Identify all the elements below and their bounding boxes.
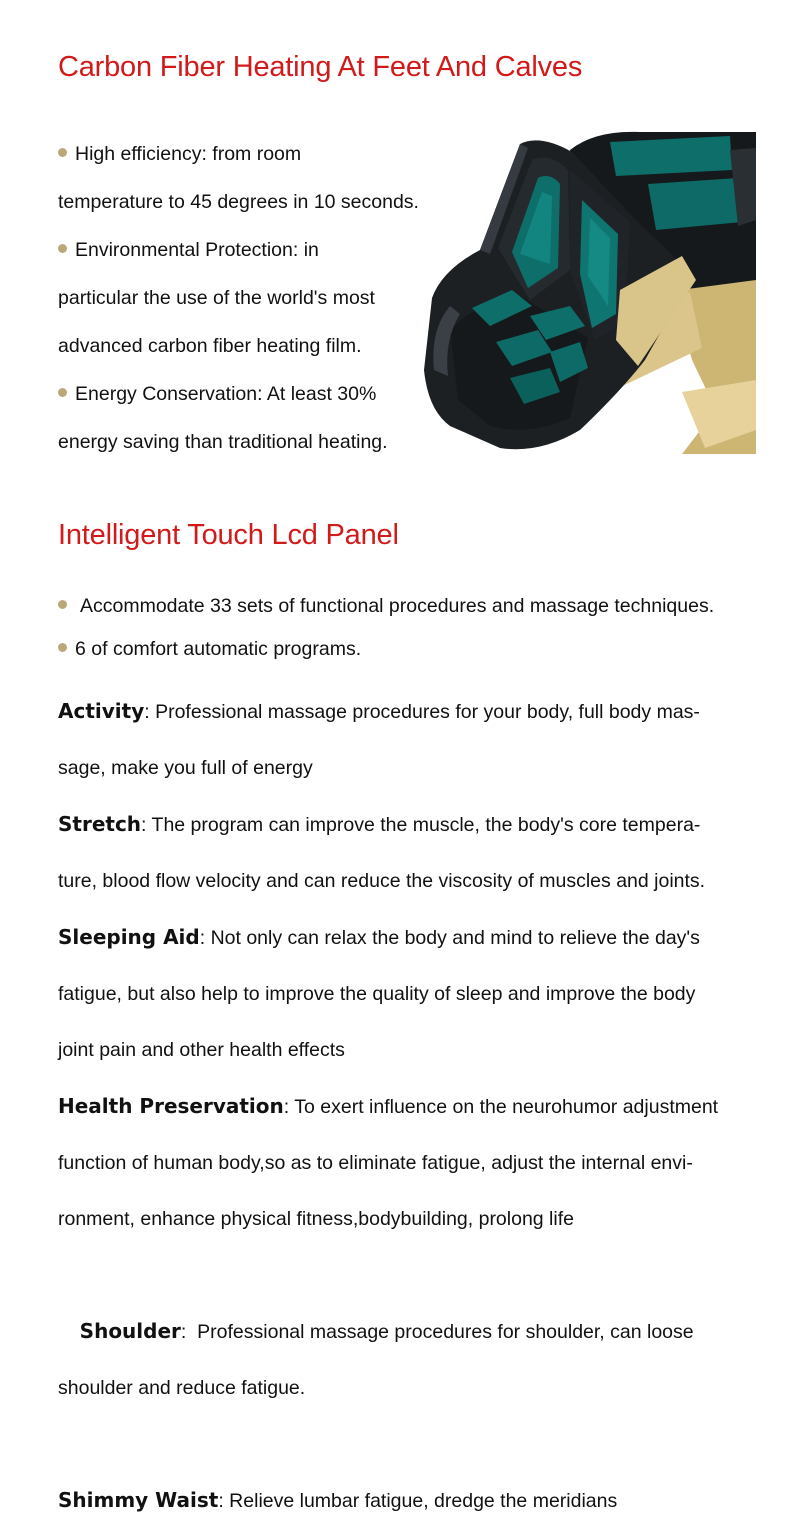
program-stretch: Stretch: The program can improve the muscle, the body's core tempera- ture, blood flow velocity and can reduce the viscosity of muscles and joints. <box>58 812 706 892</box>
feature-efficiency-cont: temperature to 45 degrees in 10 seconds. <box>58 191 419 213</box>
bullet-dot-icon <box>58 643 67 652</box>
program-name: Stretch <box>58 812 142 836</box>
bullet-dot-icon <box>58 244 67 253</box>
feature-environment-cont: particular the use of the world's most <box>58 287 375 309</box>
feature-environment: Environmental Protection: in <box>58 226 458 274</box>
bullet-dot-icon <box>58 148 67 157</box>
bullet-dot-icon <box>58 388 67 397</box>
program-name: Shoulder <box>79 1319 181 1343</box>
heating-section-title: Carbon Fiber Heating At Feet And Calves <box>58 51 583 83</box>
massage-chair-image <box>420 130 756 454</box>
feature-environment-cont: advanced carbon fiber heating film. <box>58 335 362 357</box>
lcd-feature-programs: 6 of comfort automatic programs. <box>58 628 714 671</box>
program-shoulder: Shoulder: Professional massage procedures for shoulder, can loose shoulder and reduce fatigue. <box>58 1319 694 1399</box>
program-shimmy-waist: Shimmy Waist: Relieve lumbar fatigue, dredge the meridians <box>58 1488 618 1512</box>
feature-efficiency: High efficiency: from room <box>58 130 458 178</box>
program-name: Shimmy Waist <box>58 1488 219 1512</box>
bullet-dot-icon <box>58 600 67 609</box>
program-name: Health Preservation <box>58 1094 284 1118</box>
feature-energy-cont: energy saving than traditional heating. <box>58 431 388 453</box>
lcd-section-title: Intelligent Touch Lcd Panel <box>58 519 399 551</box>
massage-chair-leg-rest-icon <box>424 132 756 454</box>
heating-feature-list <box>58 130 458 466</box>
feature-energy: Energy Conservation: At least 30% <box>58 370 458 418</box>
program-name: Sleeping Aid <box>58 925 200 949</box>
lcd-feature-list <box>58 585 714 671</box>
program-health-preservation: Health Preservation: To exert influence on the neurohumor adjustment function of human body,so as to eliminate fatigue, adjust the internal envi- ronment, enhance physical fitness,bodybuilding, prolong life <box>58 1094 719 1230</box>
program-sleeping-aid: Sleeping Aid: Not only can relax the body and mind to relieve the day's fatigue, but also help to improve the quality of sleep and improve the body joint pain and other health effects <box>58 925 700 1061</box>
program-activity: Activity: Professional massage procedures for your body, full body mas- sage, make you full of energy <box>58 699 700 779</box>
lcd-feature-procedures: Accommodate 33 sets of functional procedures and massage techniques. <box>58 585 714 628</box>
program-name: Activity <box>58 699 145 723</box>
program-descriptions <box>58 683 763 1529</box>
